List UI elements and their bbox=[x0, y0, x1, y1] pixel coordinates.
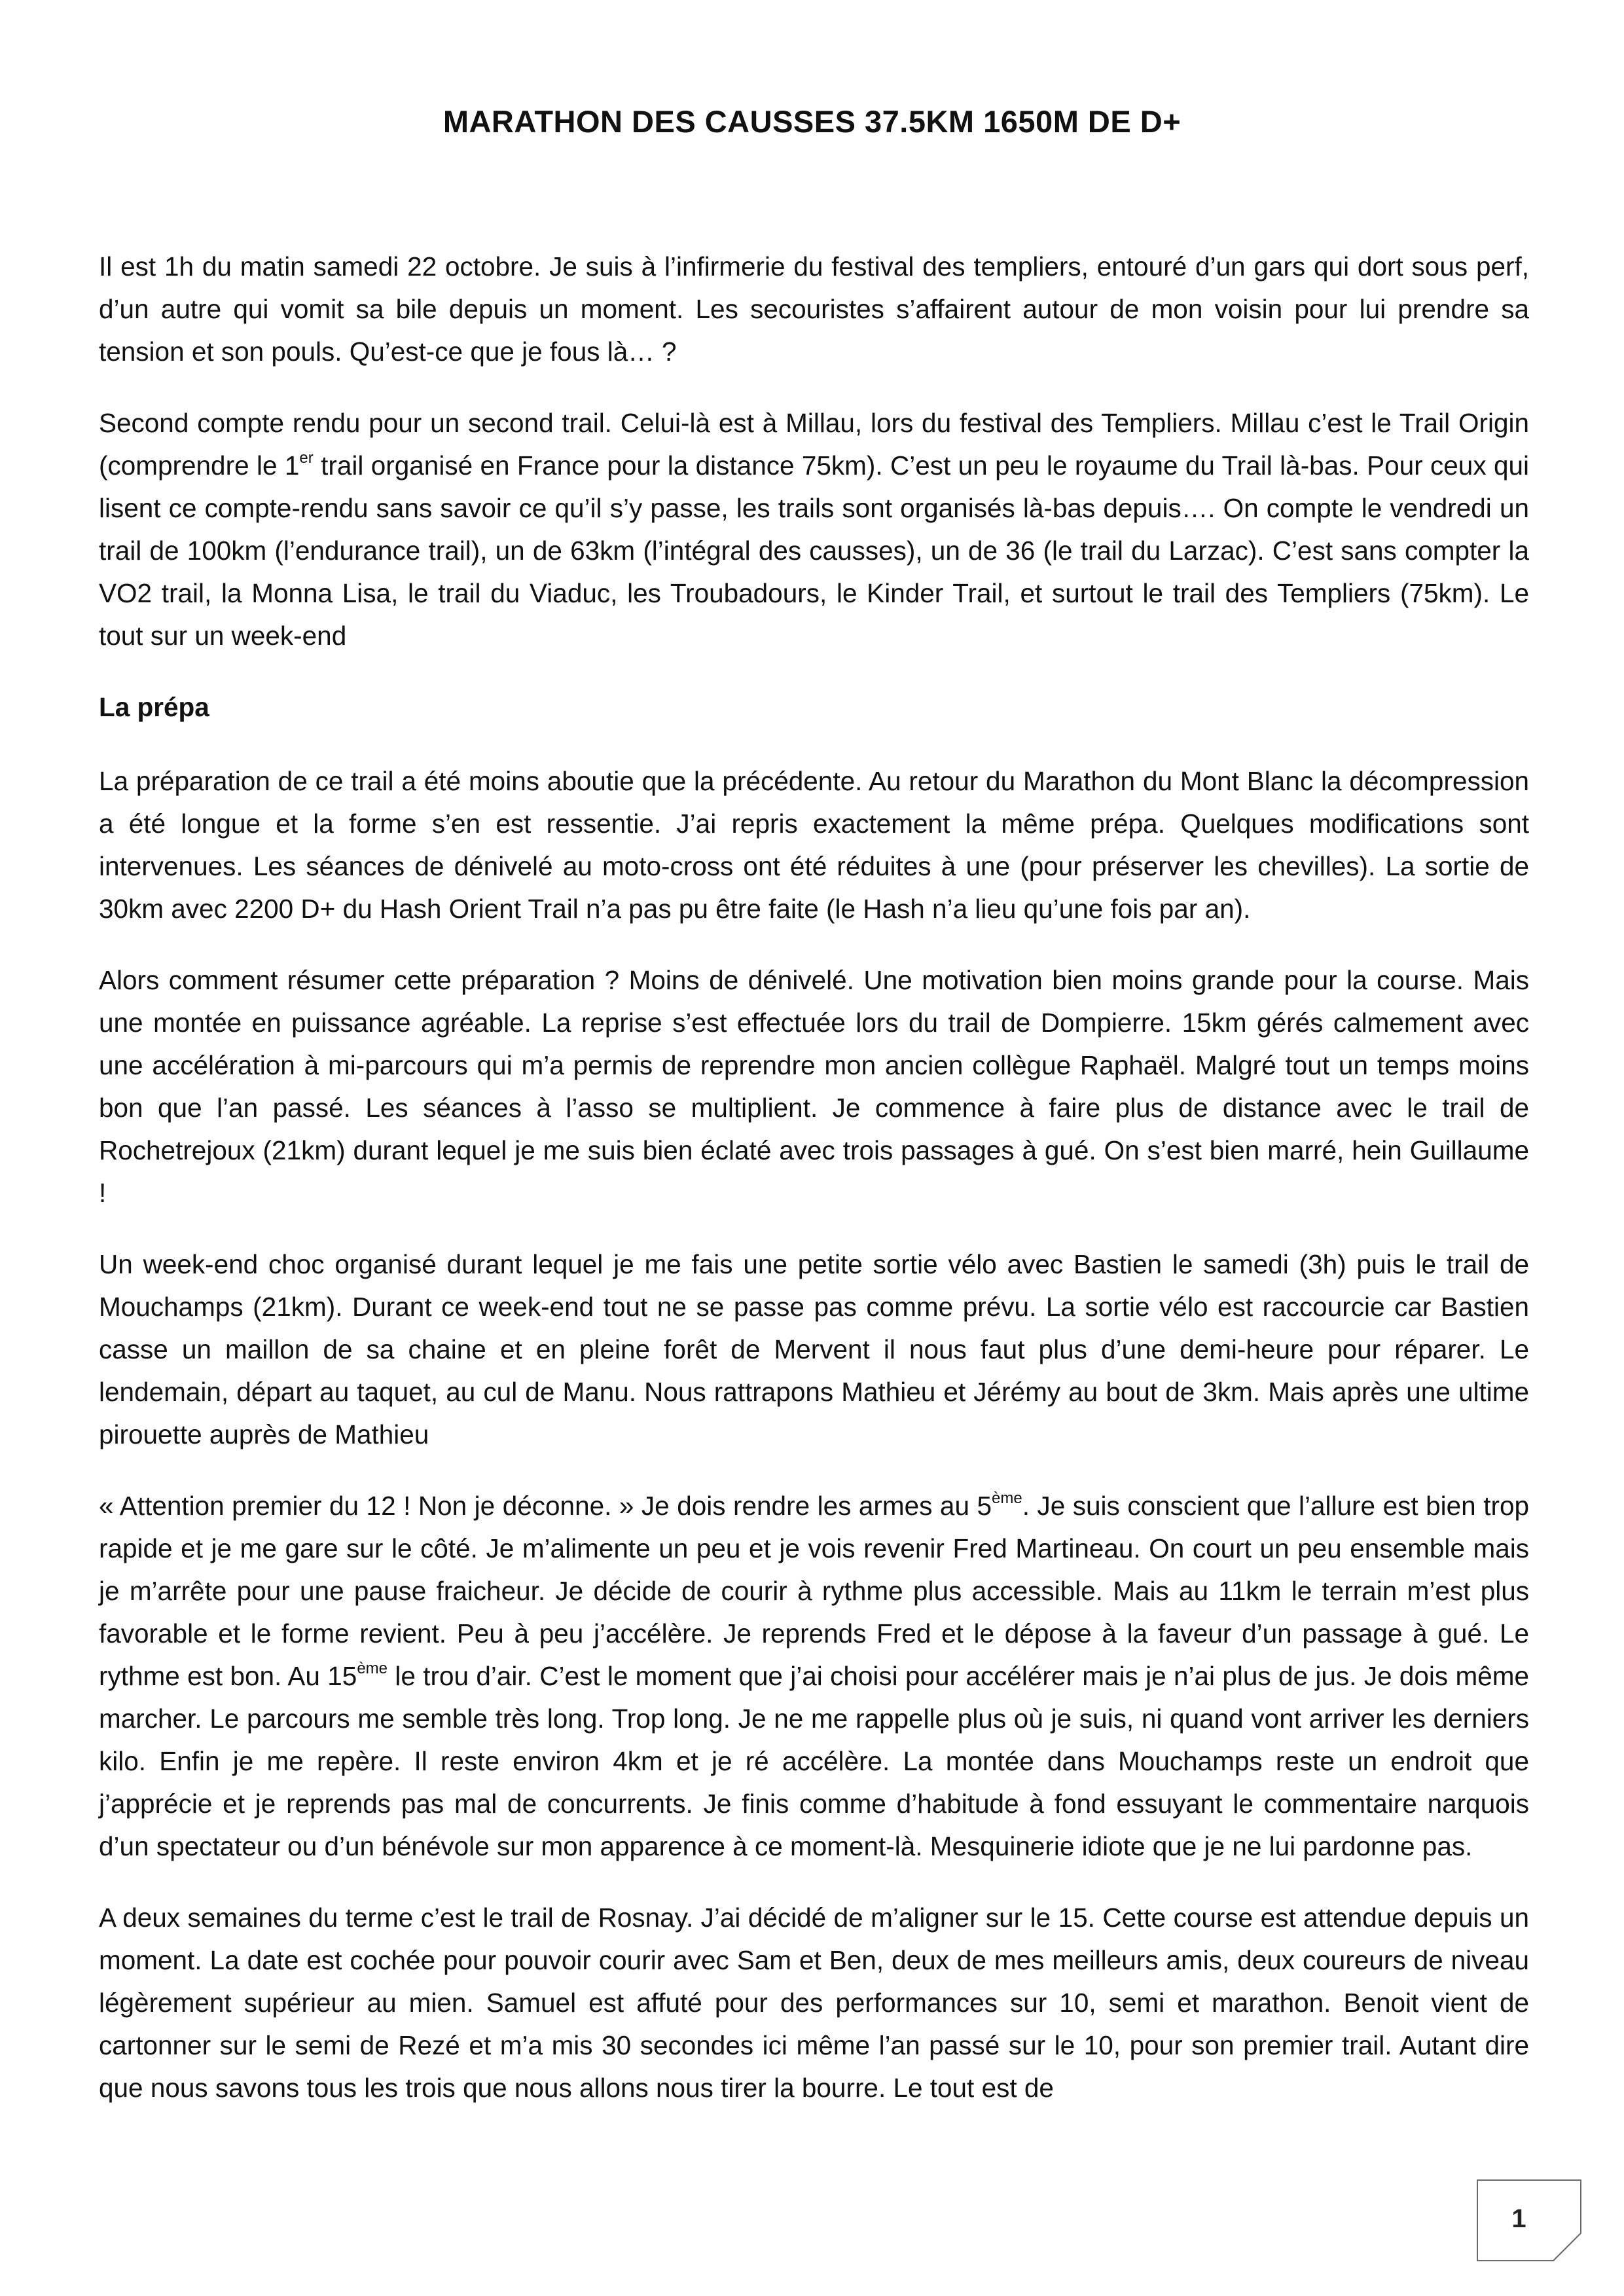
paragraph-week-end-choc: Un week-end choc organisé durant lequel je me fais une petite sortie vélo avec Bastien le samedi (3h) puis le trail de Mouchamps (21km). Durant ce week-end tout ne se passe pas comme prévu. La sortie vélo est raccourcie car Bastien casse un maillon de sa chaine et en pleine forêt de Mervent il nous faut plus d’une demi-heure pour réparer. Le lendemain, départ au taquet, au cul de Manu. Nous rattrapons Mathieu et Jérémy au bout de 3km. Mais après une ultime pirouette auprès de Mathieu bbox=[99, 1249, 1529, 1449]
section-heading: La prépa bbox=[99, 692, 209, 722]
paragraph-mouchamps bbox=[99, 1485, 1529, 1868]
superscript-text: ème bbox=[357, 1660, 388, 1677]
paragraph-compte-rendu bbox=[99, 402, 1529, 657]
paragraph-text: trail organisé en France pour la distance 75km). C’est un peu le royaume du Trail là-bas. Pour ceux qui lisent ce compte-rendu sans savoir ce qu’il s’y passe, les trails sont organisés là-bas depuis…. On compte le vendredi un trail de 100km (l’endurance trail), un de 63km (l’intégral des causses), un de 36 (le trail du Larzac). C’est sans compter la VO2 trail, la Monna Lisa, le trail du Viaduc, les Troubadours, le Kinder Trail, et surtout le trail des Templiers (75km). Le tout sur un week-end bbox=[99, 450, 1529, 651]
page-curl-icon bbox=[1553, 2232, 1581, 2261]
paragraph-text: le trou d’air. C’est le moment que j’ai choisi pour accélérer mais je n’ai plus de jus. Je dois même marcher. Le parcours me semble très long. Trop long. Je ne me rappelle plus où je suis, ni quand vont arriver les derniers kilo. Enfin je me repère. Il reste environ 4km et je ré accélère. La montée dans Mouchamps reste un endroit que j’apprécie et je reprends pas mal de concurrents. Je finis comme d’habitude à fond essuyant le commentaire narquois d’un spectateur ou d’un bénévole sur mon apparence à ce moment-là. Mesquinerie idiote que je ne lui pardonne pas. bbox=[99, 1661, 1529, 1861]
paragraph-text: Second compte rendu pour un second trail. Celui-là est à Millau, lors du festival des Templiers. Millau c’est le Trail Origin (comprendre le 1 bbox=[99, 408, 1529, 481]
superscript-text: er bbox=[299, 449, 314, 467]
paragraph-preparation: La préparation de ce trail a été moins aboutie que la précédente. Au retour du Marathon du Mont Blanc la décompression a été longue et la forme s’en est ressentie. J’ai repris exactement la même prépa. Quelques modifications sont intervenues. Les séances de dénivelé au moto-cross ont été réduites à une (pour préserver les chevilles). La sortie de 30km avec 2200 D+ du Hash Orient Trail n’a pas pu être faite (le Hash n’a lieu qu’une fois par an). bbox=[99, 766, 1529, 924]
paragraph-text: . Je suis conscient que l’allure est bien trop rapide et je me gare sur le côté. Je m’alimente un peu et je vois revenir Fred Martineau. On court un peu ensemble mais je m’arrête pour une pause fraicheur. Je décide de courir à rythme plus accessible. Mais au 11km le terrain m’est plus favorable et le forme revient. Peu à peu j’accélère. Je reprends Fred et le dépose à la faveur d’un passage à gué. Le rythme est bon. Au 15 bbox=[99, 1491, 1529, 1691]
page-number: 1 bbox=[1511, 2204, 1526, 2233]
page-number-box bbox=[1477, 2179, 1581, 2261]
paragraph-rosnay: A deux semaines du terme c’est le trail de Rosnay. J’ai décidé de m’aligner sur le 15. Cette course est attendue depuis un moment. La date est cochée pour pouvoir courir avec Sam et Ben, deux de mes meilleurs amis, deux coureurs de niveau légèrement supérieur au mien. Samuel est affuté pour des performances sur 10, semi et marathon. Benoit vient de cartonner sur le semi de Rezé et m’a mis 30 secondes ici même l’an passé sur le 10, pour son premier trail. Autant dire que nous savons tous les trois que nous allons nous tirer la bourre. Le tout est de bbox=[99, 1903, 1529, 2103]
paragraph-intro: Il est 1h du matin samedi 22 octobre. Je suis à l’infirmerie du festival des templiers, entouré d’un gars qui dort sous perf, d’un autre qui vomit sa bile depuis un moment. Les secouristes s’affairent autour de mon voisin pour lui prendre sa tension et son pouls. Qu’est-ce que je fous là… ? bbox=[99, 251, 1529, 367]
document-body bbox=[99, 246, 1529, 2138]
superscript-text: ème bbox=[992, 1489, 1022, 1507]
paragraph-resume: Alors comment résumer cette préparation ? Moins de dénivelé. Une motivation bien moins grande pour la course. Mais une montée en puissance agréable. La reprise s’est effectuée lors du trail de Dompierre. 15km gérés calmement avec une accélération à mi-parcours qui m’a permis de reprendre mon ancien collègue Raphaël. Malgré tout un temps moins bon que l’an passé. Les séances à l’asso se multiplient. Je commence à faire plus de distance avec le trail de Rochetrejoux (21km) durant lequel je me suis bien éclaté avec trois passages à gué. On s’est bien marré, hein Guillaume ! bbox=[99, 965, 1529, 1208]
document-title: MARATHON DES CAUSSES 37.5KM 1650M DE D+ bbox=[442, 104, 1182, 139]
paragraph-text: « Attention premier du 12 ! Non je déconne. » Je dois rendre les armes au 5 bbox=[99, 1491, 992, 1521]
